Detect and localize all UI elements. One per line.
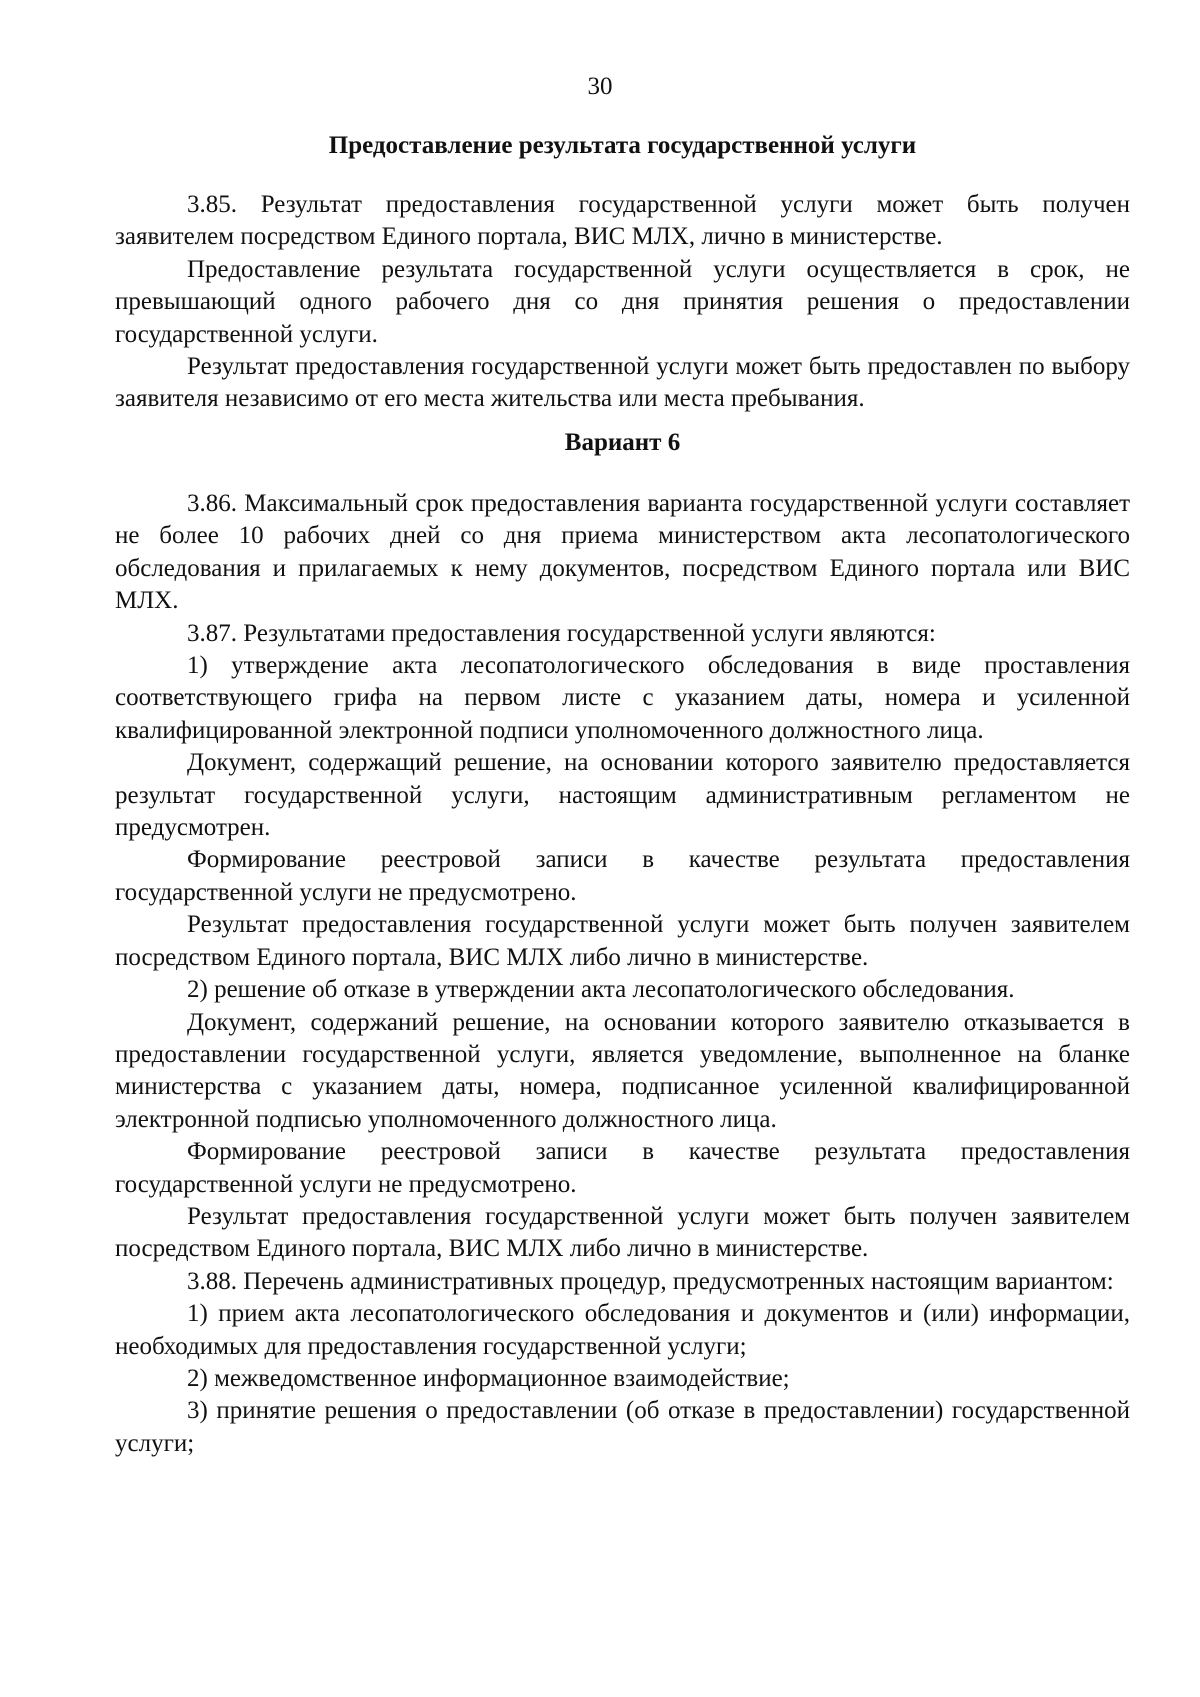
paragraph-3-87: 3.87. Результатами предоставления государственной услуги являются: [187,619,936,647]
paragraph: Результат предоставления государственной услуги может быть получен заявителем посредством Единого портала, ВИС МЛХ либо лично в министерстве. [115,911,1130,971]
section-body-variant-6 [115,488,1130,1460]
paragraph-3-85: 3.85. Результат предоставления государственной услуги может быть получен заявителем посредством Единого портала, ВИС МЛХ, лично в министерстве. [115,191,1130,251]
paragraph: Формирование реестровой записи в качестве результата предоставления государственной услуги не предусмотрено. [115,1138,1130,1198]
paragraph: Документ, содержаний решение, на основании которого заявителю отказывается в предоставлении государственной услуги, является уведомление, выполненное на бланке министерства с указанием даты, номера, подписанное усиленной квалифицированной электронной подписью уполномоченного должностного лица. [115,1008,1130,1133]
list-item-result-2: 2) решение об отказе в утверждении акта лесопатологического обследования. [187,976,1015,1004]
paragraph: Формирование реестровой записи в качестве результата предоставления государственной услуги не предусмотрено. [115,846,1130,906]
paragraph: Результат предоставления государственной услуги может быть предоставлен по выбору заявителя независимо от его места жительства или места пребывания. [115,353,1130,413]
paragraph: Результат предоставления государственной услуги может быть получен заявителем посредством Единого портала, ВИС МЛХ либо лично в министерстве. [115,1202,1130,1263]
list-item-procedure-1: 1) прием акта лесопатологического обследования и документов и (или) информации, необходимых для предоставления государственной услуги; [115,1300,1130,1360]
section-body-result-delivery [115,189,1130,416]
section-heading-variant-6: Вариант 6 [564,429,681,456]
paragraph-3-88: 3.88. Перечень административных процедур, предусмотренных настоящим вариантом: [187,1267,1114,1295]
paragraph: Документ, содержащий решение, на основании которого заявителю предоставляется результат государственной услуги, настоящим административным регламентом не предусмотрен. [115,749,1130,842]
list-item-result-1: 1) утверждение акта лесопатологического обследования в виде проставления соответствующего грифа на первом листе с указанием даты, номера и усиленной квалифицированной электронной подписи уполномоченного должностного лица. [115,652,1130,744]
list-item-procedure-2: 2) межведомственное информационное взаимодействие; [187,1364,790,1392]
paragraph: Предоставление результата государственной услуги осуществляется в срок, не превышающий одного рабочего дня со дня принятия решения о предоставлении государственной услуги. [115,255,1130,348]
page-number: 30 [587,73,613,100]
section-heading-result-delivery: Предоставление результата государственной услуги [328,132,917,159]
paragraph-3-86: 3.86. Максимальный срок предоставления варианта государственной услуги составляет не более 10 рабочих дней со дня приема министерством акта лесопатологического обследования и прилагаемых к нему документов, посредством Единого портала или ВИС МЛХ. [115,490,1130,615]
list-item-procedure-3: 3) принятие решения о предоставлении (об отказе в предоставлении) государственной услуги; [115,1397,1130,1457]
